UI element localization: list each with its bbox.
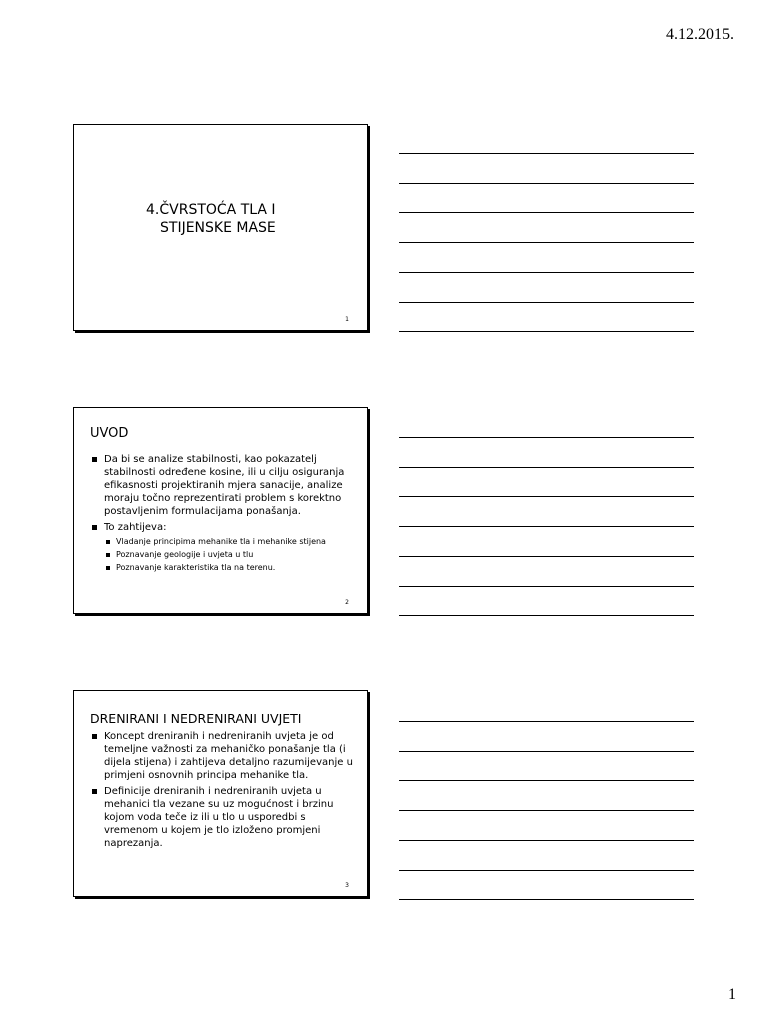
note-line — [399, 496, 694, 497]
note-line — [399, 272, 694, 273]
note-line — [399, 721, 694, 722]
slide-heading: UVOD — [90, 426, 129, 441]
slide-number: 2 — [345, 599, 349, 606]
slide-heading: DRENIRANI I NEDRENIRANI UVJETI — [90, 711, 302, 726]
slide-1 — [73, 124, 368, 331]
bullet-item: Koncept dreniranih i nedreniranih uvjeta je od temeljne važnosti za mehaničko ponašanje tla (i dijela stijena) i zahtijeva detaljno razumijevanje u primjeni osnovnih principa mehanike tla. — [90, 730, 358, 782]
bullet-text: To zahtijeva: — [104, 522, 167, 533]
sub-bullet-item: Poznavanje karakteristika tla na terenu. — [104, 561, 358, 574]
note-line — [399, 153, 694, 154]
note-line — [399, 331, 694, 332]
note-line — [399, 556, 694, 557]
slide-body — [90, 453, 358, 577]
bullet-item: Da bi se analize stabilnosti, kao pokazatelj stabilnosti određene kosine, ili u cilju osiguranja efikasnosti projektiranih mjera sanacije, analize moraju točno reprezentirati problem s korektno postavljenim formulacijama ponašanja. — [90, 453, 358, 518]
sub-bullet-item: Poznavanje geologije i uvjeta u tlu — [104, 548, 358, 561]
note-line — [399, 586, 694, 587]
note-line — [399, 467, 694, 468]
slide-2 — [73, 407, 368, 614]
note-line — [399, 302, 694, 303]
page-number: 1 — [728, 986, 736, 1003]
bullet-list — [90, 730, 358, 850]
note-line — [399, 899, 694, 900]
slide-title-line-1: 4.ČVRSTOĆA TLA I — [146, 202, 276, 218]
note-line — [399, 780, 694, 781]
header-date: 4.12.2015. — [666, 26, 734, 43]
slide-number: 1 — [345, 316, 349, 323]
slide-body — [90, 730, 358, 853]
note-line — [399, 810, 694, 811]
note-line — [399, 242, 694, 243]
note-line — [399, 751, 694, 752]
sub-bullet-list — [104, 535, 358, 574]
note-line — [399, 526, 694, 527]
slide-title — [146, 201, 346, 237]
note-line — [399, 212, 694, 213]
bullet-item: Definicije dreniranih i nedreniranih uvjeta u mehanici tla vezane su uz mogućnost i brzinu kojom voda teče iz ili u tlo u usporedbi s vremenom u kojem je tlo izloženo promjeni naprezanja. — [90, 785, 358, 850]
slide-3 — [73, 690, 368, 897]
sub-bullet-item: Vladanje principima mehanike tla i mehanike stijena — [104, 535, 358, 548]
slide-number: 3 — [345, 882, 349, 889]
note-line — [399, 615, 694, 616]
slide-title-line-2: STIJENSKE MASE — [160, 220, 276, 236]
note-line — [399, 870, 694, 871]
bullet-item — [90, 521, 358, 574]
note-line — [399, 840, 694, 841]
note-line — [399, 437, 694, 438]
note-line — [399, 183, 694, 184]
bullet-list — [90, 453, 358, 574]
